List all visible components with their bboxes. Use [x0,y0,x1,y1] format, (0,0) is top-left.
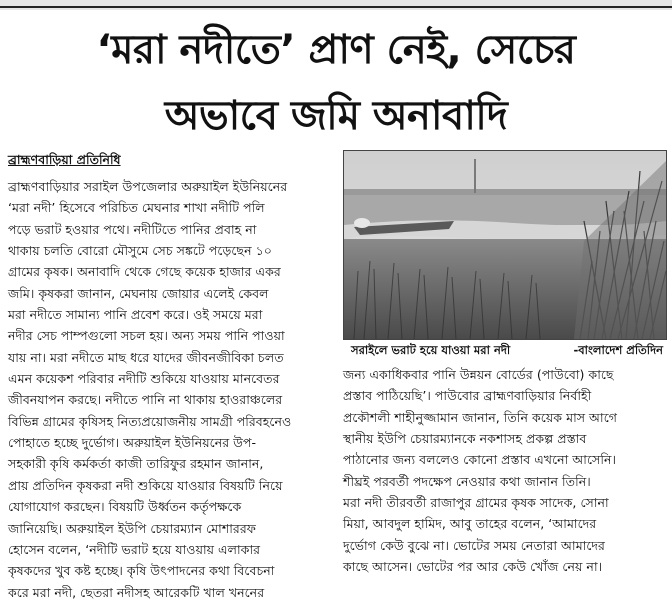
text-line: প্রস্তাব পাঠিয়েছি’। পাউবোর ব্রাহ্মণবাড়িয়ার নির্বাহী [343,388,592,404]
article-left-column [8,176,332,600]
text-line: পড়ে ভরাট হওয়ার পথে। নদীটিতে পানির প্রবাহ না [8,221,257,237]
text-line: করে মরা নদী, ছেতরা নদীসহ আরেকটি খাল খননের [8,584,265,600]
text-line: জন্য একাধিকবার পানি উন্নয়ন বোর্ডের (পাউবো) কাছে [343,367,614,382]
text-line: পাঠানোর জন্য বললেও কোনো প্রস্তাব এখনো আসেনি। [343,452,616,468]
text-line: বিভিন্ন গ্রামের কৃষিসহ নিত্যপ্রয়োজনীয় সামগ্রী পরিবহনেও [8,413,292,429]
article-right-column [343,364,665,575]
text-line: প্রকৌশলী শাহীনুজ্জামান জানান, তিনি কয়েক মাস আগে [343,409,618,425]
text-line: কৃষকদের খুব কষ্ট হচ্ছে। কৃষি উৎপাদনের কথা বিবেচনা [8,563,275,579]
caption-text: সরাইলে ভরাট হয়ে যাওয়া মরা নদী [351,343,511,357]
text-line: পোহাতে হচ্ছে দুর্ভোগ। অরুয়াইল ইউনিয়নের উপ- [8,435,257,451]
text-line: থাকায় চলতি বোরো মৌসুমে সেচ সঙ্কটে পড়েছেন ১০ [8,243,272,259]
text-line: যায় না। মরা নদীতে মাছ ধরে যাদের জীবনজীবিকা চলত [8,349,284,365]
text-line: ব্রাহ্মণবাড়িয়ার সরাইল উপজেলার অরুয়াইল ইউনিয়নের [8,179,288,194]
page-top-rule [0,0,672,10]
text-line: মরা নদী তীরবর্তী রাজাপুর গ্রামের কৃষক সাদেক, সোনা [343,495,609,511]
text-line: ‘মরা নদী’ হিসেবে পরিচিত মেঘনার শাখা নদীটি পলি [8,200,265,216]
text-line: মরা নদীতে সামান্য পানি প্রবেশ করে। ওই সময়ে মরা [8,307,263,323]
text-line: জীবনযাপন করছে। নদীতে পানি না থাকায় হাওরাঞ্চলের [8,392,283,408]
text-line: যোগাযোগ করছেন। বিষয়টি উর্ধ্বতন কর্তৃপক্ষকে [8,499,242,515]
caption-credit: -বাংলাদেশ প্রতিদিন [573,343,663,357]
text-line: প্রায় প্রতিদিন কৃষকরা নদী শুকিয়ে যাওয়ার বিষয়টি নিয়ে [8,477,283,493]
headline-line-2: অভাবে জমি অনাবাদি [164,93,508,139]
text-line: সহকারী কৃষি কর্মকর্তা কাজী তারিফুর রহমান জানান, [8,456,264,472]
text-line: নদীর সেচ পাম্পগুলো সচল হয়। অন্য সময় পানি পাওয়া [8,328,285,344]
headline-line-1: ‘মরা নদীতে’ প্রাণ নেই, সেচের [96,27,576,73]
photo-caption [343,340,665,360]
byline: ব্রাহ্মণবাড়িয়া প্রতিনিধি [8,152,121,167]
text-line: হোসেন বলেন, ‘নদীটি ভরাট হয়ে যাওয়ায় এলাকার [8,541,261,557]
text-line: মিয়া, আবদুল হামিদ, আবু তাহের বলেন, ‘আমাদের [343,516,597,532]
text-line: কাছে আসেন। ভোটের পর আর কেউ খোঁজ নেয় না। [343,559,603,575]
text-line: শীঘ্রই পরবর্তী পদক্ষেপ নেওয়ার কথা জানান তিনি। [343,473,591,489]
text-line: জমি। কৃষকরা জানান, মেঘনায় জোয়ার এলেই কেবল [8,285,269,301]
text-line: এমন কয়েকশ পরিবার নদীটি শুকিয়ে যাওয়ায় মানবেতর [8,371,280,387]
text-line: দুর্ভোগ কেউ বুঝে না। ভোটের সময় নেতারা আমাদের [343,537,605,553]
text-line: জানিয়েছি। অরুয়াইল ইউপি চেয়ারম্যান মোশাররফ [8,520,256,536]
text-line: স্থানীয় ইউপি চেয়ারম্যানকে নকশাসহ প্রকল্প প্রস্তাব [343,431,587,447]
news-photo [343,150,667,340]
text-line: গ্রামের কৃষক। অনাবাদি থেকে গেছে কয়েক হাজার একর [8,264,281,280]
